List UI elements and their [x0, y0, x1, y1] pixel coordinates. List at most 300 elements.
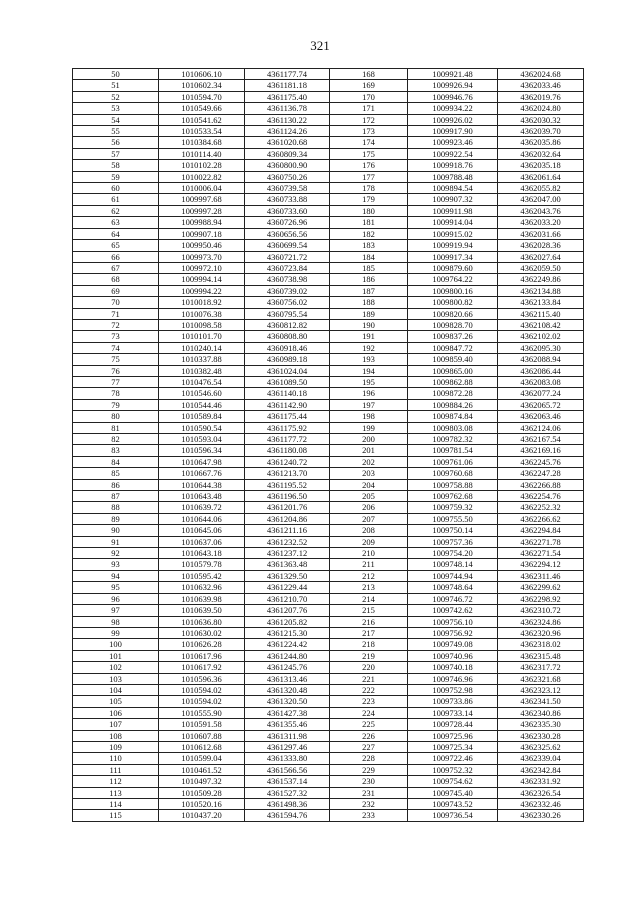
table-cell-y-coordinate: 4362325.62	[498, 741, 584, 752]
table-cell-x-coordinate: 1010617.92	[159, 662, 245, 673]
table-row	[73, 171, 584, 182]
table-cell-y-coordinate: 4361177.74	[245, 69, 330, 80]
table-cell-x-coordinate: 1009988.94	[159, 217, 245, 228]
table-cell-y-coordinate: 4361124.26	[245, 126, 330, 137]
table-cell-point-number: 174	[330, 137, 408, 148]
table-cell-point-number: 85	[73, 468, 159, 479]
table-cell-x-coordinate: 1009756.92	[408, 627, 498, 638]
table-cell-point-number: 76	[73, 365, 159, 376]
table-cell-x-coordinate: 1010636.80	[159, 616, 245, 627]
table-cell-point-number: 194	[330, 365, 408, 376]
table-cell-x-coordinate: 1010602.34	[159, 80, 245, 91]
table-cell-y-coordinate: 4360721.72	[245, 251, 330, 262]
table-cell-x-coordinate: 1010437.20	[159, 810, 245, 821]
table-cell-point-number: 60	[73, 183, 159, 194]
table-cell-x-coordinate: 1010617.96	[159, 650, 245, 661]
table-row	[73, 616, 584, 627]
table-cell-x-coordinate: 1009997.28	[159, 205, 245, 216]
table-cell-point-number: 221	[330, 673, 408, 684]
table-cell-y-coordinate: 4362318.02	[498, 639, 584, 650]
table-cell-x-coordinate: 1009915.02	[408, 228, 498, 239]
table-cell-point-number: 231	[330, 787, 408, 798]
table-cell-point-number: 176	[330, 160, 408, 171]
table-cell-x-coordinate: 1009907.32	[408, 194, 498, 205]
table-row	[73, 776, 584, 787]
table-cell-point-number: 206	[330, 502, 408, 513]
table-cell-point-number: 200	[330, 434, 408, 445]
table-cell-point-number: 205	[330, 491, 408, 502]
table-cell-point-number: 109	[73, 741, 159, 752]
table-cell-y-coordinate: 4362311.46	[498, 570, 584, 581]
table-cell-point-number: 217	[330, 627, 408, 638]
table-cell-y-coordinate: 4361204.86	[245, 513, 330, 524]
table-cell-y-coordinate: 4361180.08	[245, 445, 330, 456]
table-cell-point-number: 190	[330, 319, 408, 330]
table-row	[73, 274, 584, 285]
table-cell-x-coordinate: 1009820.66	[408, 308, 498, 319]
table-cell-x-coordinate: 1009922.54	[408, 148, 498, 159]
table-row	[73, 696, 584, 707]
table-cell-y-coordinate: 4362077.24	[498, 388, 584, 399]
table-row	[73, 228, 584, 239]
table-cell-x-coordinate: 1010018.92	[159, 297, 245, 308]
table-cell-y-coordinate: 4360809.34	[245, 148, 330, 159]
table-cell-y-coordinate: 4361240.72	[245, 456, 330, 467]
table-cell-x-coordinate: 1009733.86	[408, 696, 498, 707]
table-cell-x-coordinate: 1010606.10	[159, 69, 245, 80]
table-cell-point-number: 207	[330, 513, 408, 524]
table-cell-y-coordinate: 4362271.78	[498, 536, 584, 547]
table-row	[73, 479, 584, 490]
table-cell-y-coordinate: 4361329.50	[245, 570, 330, 581]
table-cell-point-number: 92	[73, 548, 159, 559]
table-cell-y-coordinate: 4362298.92	[498, 593, 584, 604]
table-cell-x-coordinate: 1010639.72	[159, 502, 245, 513]
table-cell-x-coordinate: 1009847.72	[408, 342, 498, 353]
table-cell-y-coordinate: 4361297.46	[245, 741, 330, 752]
table-cell-point-number: 63	[73, 217, 159, 228]
table-cell-y-coordinate: 4362331.92	[498, 776, 584, 787]
table-cell-point-number: 227	[330, 741, 408, 752]
table-row	[73, 388, 584, 399]
table-cell-point-number: 95	[73, 582, 159, 593]
table-cell-x-coordinate: 1010384.68	[159, 137, 245, 148]
table-cell-x-coordinate: 1010076.38	[159, 308, 245, 319]
table-cell-y-coordinate: 4361333.80	[245, 753, 330, 764]
table-cell-point-number: 192	[330, 342, 408, 353]
table-row	[73, 342, 584, 353]
table-cell-x-coordinate: 1010630.02	[159, 627, 245, 638]
table-cell-x-coordinate: 1010647.98	[159, 456, 245, 467]
table-cell-point-number: 175	[330, 148, 408, 159]
table-cell-x-coordinate: 1009859.40	[408, 354, 498, 365]
table-cell-point-number: 59	[73, 171, 159, 182]
table-cell-x-coordinate: 1009742.62	[408, 605, 498, 616]
table-cell-y-coordinate: 4362035.86	[498, 137, 584, 148]
table-row	[73, 719, 584, 730]
table-cell-x-coordinate: 1009917.34	[408, 251, 498, 262]
table-cell-x-coordinate: 1009926.02	[408, 114, 498, 125]
table-row	[73, 730, 584, 741]
table-cell-point-number: 96	[73, 593, 159, 604]
table-cell-y-coordinate: 4361201.76	[245, 502, 330, 513]
table-cell-x-coordinate: 1010645.06	[159, 525, 245, 536]
table-cell-x-coordinate: 1009994.22	[159, 285, 245, 296]
table-cell-point-number: 171	[330, 103, 408, 114]
table-cell-point-number: 86	[73, 479, 159, 490]
table-cell-x-coordinate: 1009803.08	[408, 422, 498, 433]
table-row	[73, 217, 584, 228]
table-cell-y-coordinate: 4361244.80	[245, 650, 330, 661]
table-cell-point-number: 110	[73, 753, 159, 764]
table-cell-y-coordinate: 4360739.02	[245, 285, 330, 296]
table-cell-y-coordinate: 4360733.88	[245, 194, 330, 205]
table-cell-x-coordinate: 1009752.98	[408, 684, 498, 695]
table-cell-y-coordinate: 4361311.98	[245, 730, 330, 741]
table-cell-y-coordinate: 4360808.80	[245, 331, 330, 342]
table-cell-point-number: 53	[73, 103, 159, 114]
table-cell-point-number: 196	[330, 388, 408, 399]
table-cell-point-number: 55	[73, 126, 159, 137]
table-cell-point-number: 233	[330, 810, 408, 821]
table-cell-x-coordinate: 1009758.88	[408, 479, 498, 490]
table-cell-y-coordinate: 4360795.54	[245, 308, 330, 319]
table-cell-y-coordinate: 4362340.86	[498, 707, 584, 718]
table-cell-y-coordinate: 4362033.46	[498, 80, 584, 91]
table-cell-point-number: 77	[73, 376, 159, 387]
table-cell-x-coordinate: 1010555.90	[159, 707, 245, 718]
table-row	[73, 399, 584, 410]
table-cell-point-number: 64	[73, 228, 159, 239]
table-cell-x-coordinate: 1009728.44	[408, 719, 498, 730]
table-cell-y-coordinate: 4361594.76	[245, 810, 330, 821]
table-cell-x-coordinate: 1009828.70	[408, 319, 498, 330]
table-cell-x-coordinate: 1009761.06	[408, 456, 498, 467]
table-cell-point-number: 50	[73, 69, 159, 80]
table-cell-point-number: 211	[330, 559, 408, 570]
table-cell-y-coordinate: 4361130.22	[245, 114, 330, 125]
table-row	[73, 376, 584, 387]
table-cell-point-number: 69	[73, 285, 159, 296]
table-cell-x-coordinate: 1009756.10	[408, 616, 498, 627]
table-cell-point-number: 67	[73, 262, 159, 273]
table-cell-x-coordinate: 1010644.06	[159, 513, 245, 524]
table-cell-x-coordinate: 1010476.54	[159, 376, 245, 387]
table-cell-point-number: 105	[73, 696, 159, 707]
table-row	[73, 764, 584, 775]
table-cell-y-coordinate: 4360812.82	[245, 319, 330, 330]
table-row	[73, 536, 584, 547]
table-row	[73, 741, 584, 752]
coordinate-table-body	[73, 69, 584, 822]
table-row	[73, 354, 584, 365]
table-row	[73, 673, 584, 684]
table-cell-point-number: 52	[73, 91, 159, 102]
table-cell-y-coordinate: 4361196.50	[245, 491, 330, 502]
table-cell-x-coordinate: 1009746.72	[408, 593, 498, 604]
table-cell-x-coordinate: 1009862.88	[408, 376, 498, 387]
table-row	[73, 582, 584, 593]
table-cell-y-coordinate: 4362323.12	[498, 684, 584, 695]
table-cell-point-number: 66	[73, 251, 159, 262]
table-cell-point-number: 71	[73, 308, 159, 319]
table-cell-x-coordinate: 1009973.70	[159, 251, 245, 262]
table-cell-x-coordinate: 1010639.98	[159, 593, 245, 604]
table-cell-y-coordinate: 4362061.64	[498, 171, 584, 182]
table-row	[73, 605, 584, 616]
table-cell-point-number: 100	[73, 639, 159, 650]
table-cell-y-coordinate: 4361211.16	[245, 525, 330, 536]
table-cell-point-number: 169	[330, 80, 408, 91]
table-cell-x-coordinate: 1009749.08	[408, 639, 498, 650]
table-cell-y-coordinate: 4361195.52	[245, 479, 330, 490]
table-cell-y-coordinate: 4361320.50	[245, 696, 330, 707]
table-row	[73, 194, 584, 205]
table-cell-y-coordinate: 4362133.84	[498, 297, 584, 308]
table-cell-x-coordinate: 1010626.28	[159, 639, 245, 650]
table-cell-x-coordinate: 1010544.46	[159, 399, 245, 410]
table-row	[73, 183, 584, 194]
table-cell-point-number: 210	[330, 548, 408, 559]
table-cell-point-number: 82	[73, 434, 159, 445]
table-cell-y-coordinate: 4362086.44	[498, 365, 584, 376]
table-cell-y-coordinate: 4361527.32	[245, 787, 330, 798]
table-cell-point-number: 57	[73, 148, 159, 159]
table-cell-point-number: 189	[330, 308, 408, 319]
table-cell-x-coordinate: 1010596.34	[159, 445, 245, 456]
table-cell-x-coordinate: 1009923.46	[408, 137, 498, 148]
table-cell-y-coordinate: 4360800.90	[245, 160, 330, 171]
table-cell-y-coordinate: 4360733.60	[245, 205, 330, 216]
table-cell-y-coordinate: 4362039.70	[498, 126, 584, 137]
table-cell-point-number: 114	[73, 799, 159, 810]
table-row	[73, 787, 584, 798]
table-cell-x-coordinate: 1009752.32	[408, 764, 498, 775]
table-row	[73, 91, 584, 102]
table-row	[73, 491, 584, 502]
table-cell-point-number: 185	[330, 262, 408, 273]
table-cell-y-coordinate: 4361498.36	[245, 799, 330, 810]
table-cell-y-coordinate: 4362108.42	[498, 319, 584, 330]
table-cell-x-coordinate: 1010022.82	[159, 171, 245, 182]
table-cell-x-coordinate: 1009788.48	[408, 171, 498, 182]
table-row	[73, 434, 584, 445]
table-cell-y-coordinate: 4362032.64	[498, 148, 584, 159]
table-cell-y-coordinate: 4362247.28	[498, 468, 584, 479]
table-cell-x-coordinate: 1009950.46	[159, 240, 245, 251]
table-cell-x-coordinate: 1010632.96	[159, 582, 245, 593]
table-row	[73, 80, 584, 91]
table-cell-x-coordinate: 1010541.62	[159, 114, 245, 125]
table-cell-y-coordinate: 4362035.18	[498, 160, 584, 171]
table-cell-x-coordinate: 1009919.94	[408, 240, 498, 251]
table-cell-y-coordinate: 4362317.72	[498, 662, 584, 673]
table-cell-point-number: 173	[330, 126, 408, 137]
table-cell-y-coordinate: 4362043.76	[498, 205, 584, 216]
table-cell-x-coordinate: 1010667.76	[159, 468, 245, 479]
table-cell-x-coordinate: 1010596.36	[159, 673, 245, 684]
table-cell-x-coordinate: 1010533.54	[159, 126, 245, 137]
table-cell-y-coordinate: 4361213.70	[245, 468, 330, 479]
table-cell-x-coordinate: 1010644.38	[159, 479, 245, 490]
table-cell-y-coordinate: 4361313.46	[245, 673, 330, 684]
table-cell-point-number: 229	[330, 764, 408, 775]
table-cell-x-coordinate: 1009884.26	[408, 399, 498, 410]
table-cell-x-coordinate: 1009750.14	[408, 525, 498, 536]
table-cell-point-number: 88	[73, 502, 159, 513]
table-cell-point-number: 75	[73, 354, 159, 365]
table-cell-y-coordinate: 4361537.14	[245, 776, 330, 787]
table-row	[73, 753, 584, 764]
table-cell-point-number: 228	[330, 753, 408, 764]
table-cell-point-number: 72	[73, 319, 159, 330]
table-cell-y-coordinate: 4362083.08	[498, 376, 584, 387]
table-cell-y-coordinate: 4362299.62	[498, 582, 584, 593]
table-cell-point-number: 214	[330, 593, 408, 604]
table-cell-x-coordinate: 1009733.14	[408, 707, 498, 718]
table-cell-x-coordinate: 1010639.50	[159, 605, 245, 616]
table-cell-x-coordinate: 1009800.16	[408, 285, 498, 296]
table-cell-point-number: 204	[330, 479, 408, 490]
table-cell-x-coordinate: 1010589.84	[159, 411, 245, 422]
table-cell-x-coordinate: 1009800.82	[408, 297, 498, 308]
table-row	[73, 548, 584, 559]
table-cell-x-coordinate: 1010101.70	[159, 331, 245, 342]
table-cell-y-coordinate: 4361363.48	[245, 559, 330, 570]
table-cell-point-number: 83	[73, 445, 159, 456]
table-cell-x-coordinate: 1010546.60	[159, 388, 245, 399]
table-cell-point-number: 225	[330, 719, 408, 730]
table-cell-y-coordinate: 4362332.46	[498, 799, 584, 810]
table-cell-y-coordinate: 4362065.72	[498, 399, 584, 410]
table-cell-x-coordinate: 1009746.96	[408, 673, 498, 684]
table-cell-x-coordinate: 1009921.48	[408, 69, 498, 80]
table-cell-y-coordinate: 4362169.16	[498, 445, 584, 456]
table-cell-point-number: 93	[73, 559, 159, 570]
table-cell-x-coordinate: 1009894.54	[408, 183, 498, 194]
table-cell-x-coordinate: 1010593.04	[159, 434, 245, 445]
table-cell-y-coordinate: 4361320.48	[245, 684, 330, 695]
table-cell-point-number: 226	[330, 730, 408, 741]
table-cell-point-number: 79	[73, 399, 159, 410]
table-cell-y-coordinate: 4360756.02	[245, 297, 330, 308]
table-cell-x-coordinate: 1009748.64	[408, 582, 498, 593]
table-cell-x-coordinate: 1009743.52	[408, 799, 498, 810]
table-row	[73, 422, 584, 433]
table-cell-y-coordinate: 4361024.04	[245, 365, 330, 376]
table-row	[73, 297, 584, 308]
table-cell-point-number: 202	[330, 456, 408, 467]
table-cell-x-coordinate: 1010114.40	[159, 148, 245, 159]
table-cell-point-number: 212	[330, 570, 408, 581]
table-cell-y-coordinate: 4362134.88	[498, 285, 584, 296]
table-cell-x-coordinate: 1010102.28	[159, 160, 245, 171]
table-cell-y-coordinate: 4361232.52	[245, 536, 330, 547]
table-cell-point-number: 61	[73, 194, 159, 205]
table-cell-y-coordinate: 4362266.88	[498, 479, 584, 490]
table-cell-point-number: 68	[73, 274, 159, 285]
table-row	[73, 205, 584, 216]
table-cell-x-coordinate: 1009744.94	[408, 570, 498, 581]
table-cell-x-coordinate: 1010497.32	[159, 776, 245, 787]
table-cell-point-number: 203	[330, 468, 408, 479]
table-cell-x-coordinate: 1009911.98	[408, 205, 498, 216]
table-cell-y-coordinate: 4361237.12	[245, 548, 330, 559]
table-row	[73, 502, 584, 513]
table-row	[73, 137, 584, 148]
table-row	[73, 365, 584, 376]
table-cell-y-coordinate: 4361207.76	[245, 605, 330, 616]
table-cell-x-coordinate: 1010549.66	[159, 103, 245, 114]
table-row	[73, 650, 584, 661]
table-cell-x-coordinate: 1009722.46	[408, 753, 498, 764]
table-cell-point-number: 84	[73, 456, 159, 467]
table-cell-point-number: 209	[330, 536, 408, 547]
table-cell-point-number: 56	[73, 137, 159, 148]
table-cell-x-coordinate: 1009994.14	[159, 274, 245, 285]
table-cell-point-number: 177	[330, 171, 408, 182]
table-row	[73, 285, 584, 296]
table-cell-point-number: 97	[73, 605, 159, 616]
table-cell-y-coordinate: 4361177.72	[245, 434, 330, 445]
table-cell-y-coordinate: 4361215.30	[245, 627, 330, 638]
table-cell-y-coordinate: 4362321.68	[498, 673, 584, 684]
table-cell-point-number: 198	[330, 411, 408, 422]
table-cell-y-coordinate: 4362095.30	[498, 342, 584, 353]
table-cell-x-coordinate: 1009914.04	[408, 217, 498, 228]
table-cell-x-coordinate: 1009926.94	[408, 80, 498, 91]
table-cell-point-number: 74	[73, 342, 159, 353]
table-cell-y-coordinate: 4362335.30	[498, 719, 584, 730]
table-cell-x-coordinate: 1010591.58	[159, 719, 245, 730]
table-cell-point-number: 54	[73, 114, 159, 125]
table-row	[73, 662, 584, 673]
table-cell-x-coordinate: 1009872.28	[408, 388, 498, 399]
table-cell-point-number: 111	[73, 764, 159, 775]
table-cell-point-number: 191	[330, 331, 408, 342]
table-row	[73, 445, 584, 456]
table-cell-x-coordinate: 1010607.88	[159, 730, 245, 741]
table-cell-point-number: 94	[73, 570, 159, 581]
table-cell-y-coordinate: 4361355.46	[245, 719, 330, 730]
table-row	[73, 411, 584, 422]
table-cell-y-coordinate: 4361427.38	[245, 707, 330, 718]
table-cell-y-coordinate: 4362102.02	[498, 331, 584, 342]
table-cell-x-coordinate: 1010590.54	[159, 422, 245, 433]
table-cell-x-coordinate: 1009762.68	[408, 491, 498, 502]
table-cell-y-coordinate: 4362324.86	[498, 616, 584, 627]
page-number: 321	[310, 38, 330, 53]
table-cell-y-coordinate: 4362088.94	[498, 354, 584, 365]
table-cell-x-coordinate: 1010382.48	[159, 365, 245, 376]
table-cell-y-coordinate: 4362330.26	[498, 810, 584, 821]
table-cell-y-coordinate: 4362326.54	[498, 787, 584, 798]
table-cell-point-number: 115	[73, 810, 159, 821]
table-cell-y-coordinate: 4362124.06	[498, 422, 584, 433]
table-cell-x-coordinate: 1010006.04	[159, 183, 245, 194]
table-row	[73, 331, 584, 342]
table-cell-x-coordinate: 1009781.54	[408, 445, 498, 456]
table-cell-point-number: 187	[330, 285, 408, 296]
table-row	[73, 456, 584, 467]
table-row	[73, 513, 584, 524]
table-cell-x-coordinate: 1010637.06	[159, 536, 245, 547]
table-cell-point-number: 170	[330, 91, 408, 102]
table-cell-y-coordinate: 4360738.98	[245, 274, 330, 285]
table-cell-point-number: 182	[330, 228, 408, 239]
table-cell-y-coordinate: 4362249.86	[498, 274, 584, 285]
table-cell-point-number: 184	[330, 251, 408, 262]
